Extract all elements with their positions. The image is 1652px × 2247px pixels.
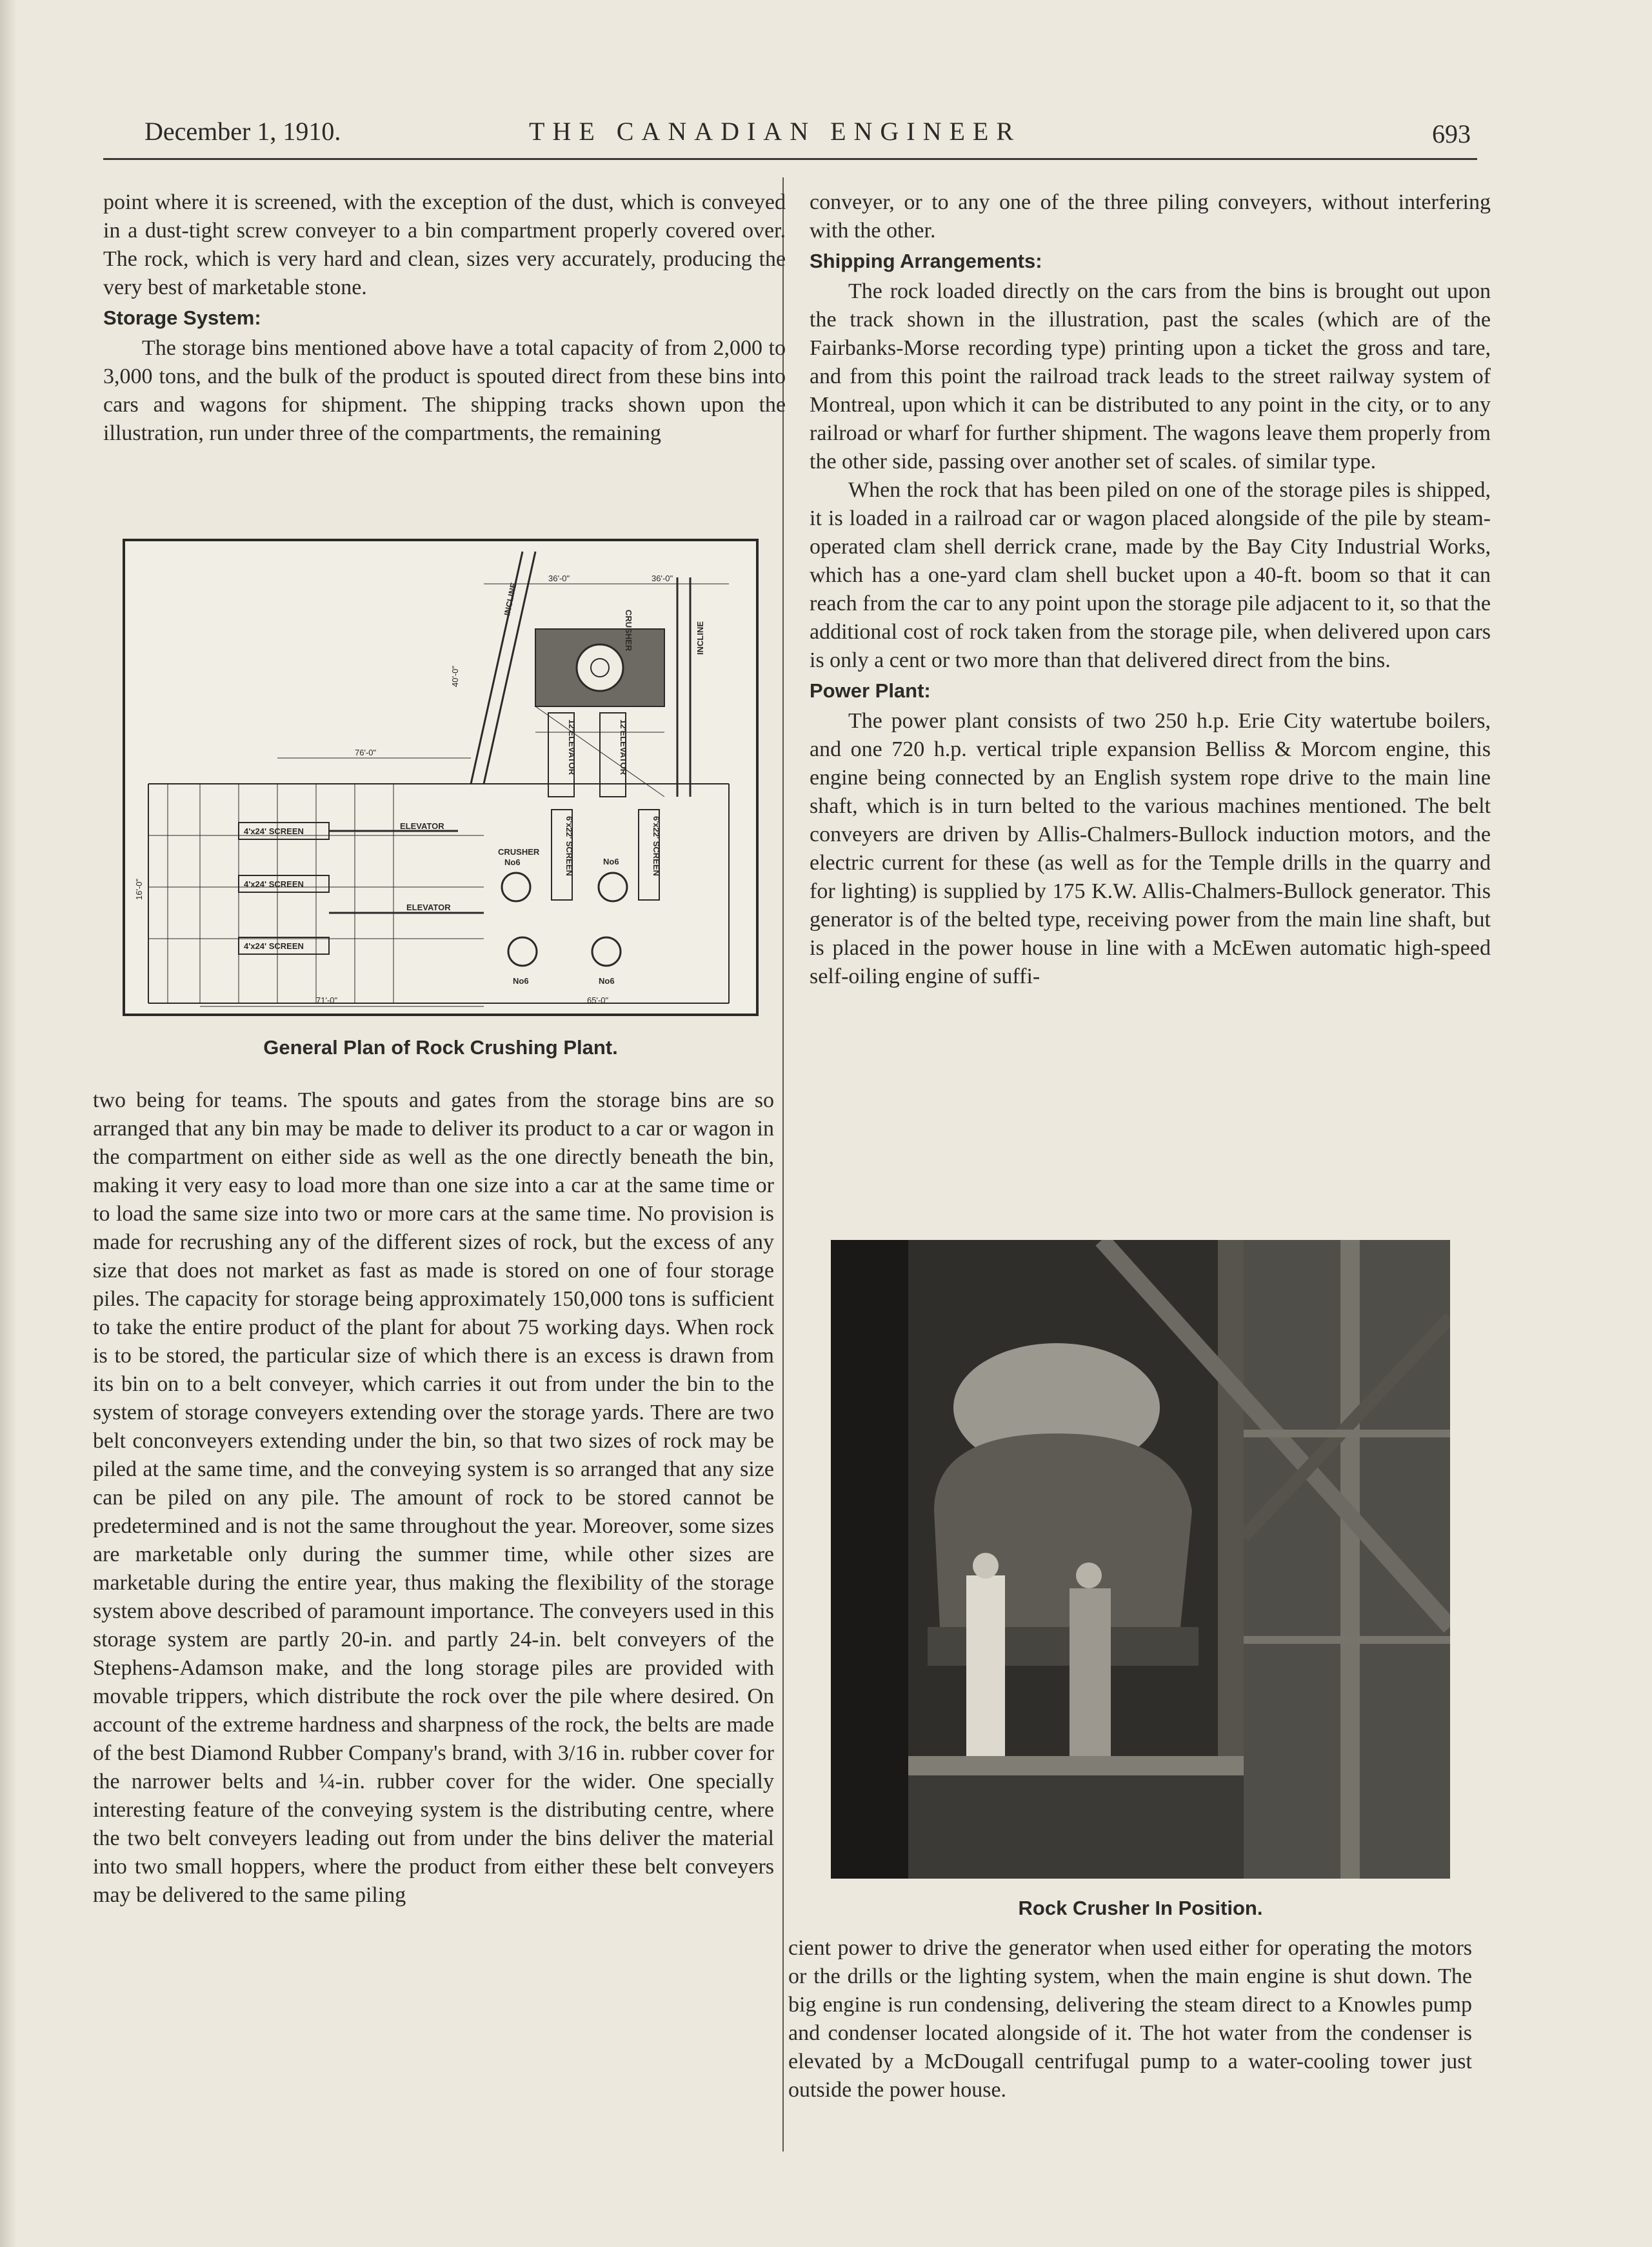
left-column-top <box>103 188 786 448</box>
crusher-no6-circle <box>502 873 530 901</box>
label-elevator-3: 12'ELEVATOR <box>567 719 577 775</box>
page-number: 693 <box>1432 119 1471 148</box>
plan-drawing-svg <box>123 539 759 1016</box>
label-no6-c: No6 <box>599 976 615 986</box>
paragraph: two being for teams. The spouts and gates from the storage bins are so arranged that any bin may be made to deliver its product to a car or wagon in the compartment on either side as well as the one directly beneath the bin, making it very easy to load more than one size into a car at the same time or to load the same size into two or more cars at the same time. No provision is made for recrushing any of the different sizes of rock, but the excess of any size that does not market as fast as made is stored on one of four storage piles. The capacity for storage being approximately 150,000 tons is sufficient to take the entire product of the plant for about 75 working days. When rock is to be stored, the particular size of which there is an excess is drawn from its bin on to a belt conveyer, which carries it out from under the bin to the system of storage conveyers extending over the storage yards. There are two belt conconveyers extending under the bin, so that two sizes of rock may be piled at the same time, and the conveying system is so arranged that any size can be piled on any pile. The amount of rock to be stored cannot be predetermined and is not the same throughout the year. Moreover, some sizes are marketable only during the summer time, while other sizes are marketable during the entire year, thus making the flexibility of the storage system above described of paramount importance. The conveyers used in this storage system are partly 20-in. and partly 24-in. belt conveyers of the Stephens-Adamson make, and the long storage piles are provided with movable trippers, which distribute the rock over the pile where desired. On account of the extreme hardness and sharpness of the rock, the belts are made of the best Diamond Rubber Company's brand, with 3/16 in. rubber cover for the narrower belts and ¼-in. rubber cover for the wider. One specially interesting feature of the conveying system is the distributing centre, where the two belt conveyers leading out from under the bins deliver the material into two small hoppers, where the product from either these belt conveyers may be delivered to the same piling <box>93 1088 774 1907</box>
label-incline-right: INCLINE <box>695 621 705 655</box>
section-heading-storage: Storage System: <box>103 306 261 329</box>
section-heading-shipping: Shipping Arrangements: <box>810 250 1042 272</box>
header-rule <box>103 158 1477 160</box>
label-elevator-1: ELEVATOR <box>400 821 444 831</box>
crusher-no6-circle <box>592 937 621 966</box>
page-header <box>103 116 1471 155</box>
journal-title: THE CANADIAN ENGINEER <box>529 117 1022 146</box>
label-dim-7: 16'-0" <box>134 878 144 900</box>
crusher-no6-circle <box>599 873 627 901</box>
label-screen-2: 4'x24' SCREEN <box>244 879 304 889</box>
label-no6-b: No6 <box>513 976 529 986</box>
label-dim-3: 76'-0" <box>355 748 377 757</box>
label-crusher-no: No6 <box>504 857 521 867</box>
label-dim-4: 71'-0" <box>316 995 338 1005</box>
paragraph: When the rock that has been piled on one of the storage piles is shipped, it is loaded in a railroad car or wagon placed alongside of the pile by steam-operated clam shell derrick crane, made by the Bay City Industrial Works, which has a one-yard clam shell bucket upon a 40-ft. boom so that it can reach from the car to any point upon the storage pile adjacent to it, so that the additional cost of rock taken from the storage pile, when delivered upon cars is only a cent or two more than that delivered direct from the bins. <box>810 478 1491 672</box>
paragraph: The storage bins mentioned above have a total capacity of from 2,000 to 3,000 tons, and the bulk of the product is spouted direct from these bins into cars and wagons for shipment. The shipping tracks shown upon the illustration, run under three of the compartments, the remaining <box>103 336 786 445</box>
crusher-no6-circle <box>508 937 537 966</box>
figure-caption: Rock Crusher In Position. <box>1018 1897 1263 1919</box>
label-screen-1: 4'x24' SCREEN <box>244 826 304 836</box>
photo-svg <box>831 1240 1450 1879</box>
figure-caption: General Plan of Rock Crushing Plant. <box>263 1036 618 1059</box>
label-crusher-top: CRUSHER <box>624 610 633 652</box>
label-crusher-mid: CRUSHER <box>498 847 540 857</box>
paragraph: The power plant consists of two 250 h.p. Erie City watertube boilers, and one 720 h.p. vertical triple expansion Belliss & Morcom engine, this engine being connected by an English system rope drive to the main line shaft, which is in turn belted to the various machines mentioned. The belt conveyers are driven by Allis-Chalmers-Bullock induction motors, and the electric current for these (as well as for the Temple drills in the quarry and for lighting) is supplied by 175 K.W. Allis-Chalmers-Bullock generator. This generator is of the belted type, receiving power from the main line shaft, but is placed in the power house in line with a McEwen automatic high-speed self-oiling engine of suffi- <box>810 709 1491 988</box>
figure-plan-drawing <box>123 539 759 1016</box>
figure-border <box>124 540 757 1015</box>
right-column-bottom <box>788 1934 1472 2104</box>
paragraph: point where it is screened, with the exception of the dust, which is conveyed in a dust-tight screw conveyer to a bin compartment properly covered over. The rock, which is very hard and clean, sizes very accurately, producing the very best of marketable stone. <box>103 190 786 299</box>
paragraph: cient power to drive the generator when used either for operating the motors or the drills or the lighting system, when the main engine is shut down. The big engine is run condensing, delivering the steam direct to a Knowles pump and condenser located alongside of it. The hot water from the condenser is elevated by a McDougall centrifugal pump to a water-cooling tower just outside the power house. <box>788 1936 1472 2102</box>
label-screen-3: 4'x24' SCREEN <box>244 941 304 951</box>
label-dim-2: 36'-0" <box>652 574 673 583</box>
section-heading-power: Power Plant: <box>810 679 931 702</box>
left-column-bottom <box>93 1086 774 1910</box>
label-screen-4: 6'x22' SCREEN <box>564 816 574 876</box>
page-edge <box>0 0 17 2247</box>
label-screen-5: 6'x22' SCREEN <box>652 816 661 876</box>
label-dim-5: 65'-0" <box>587 995 609 1005</box>
label-incline-left: INCLINE <box>502 581 519 617</box>
column-divider <box>782 177 784 2152</box>
label-dim-6: 40'-0" <box>450 665 460 687</box>
photo-rock-crusher <box>831 1240 1450 1879</box>
paragraph: The rock loaded directly on the cars from the bins is brought out upon the track shown in the illustration, past the scales (which are of the Fairbanks-Morse recording type) printing upon a ticket the gross and tare, and from this point the railroad track leads to the street railway system of Montreal, upon which it can be distributed to any point in the city, or to any railroad or wharf for further shipment. The wagons leave them properly from the other side, passing over another set of scales. of similar type. <box>810 279 1491 474</box>
header-date: December 1, 1910. <box>144 117 341 146</box>
right-column-top <box>810 188 1491 991</box>
crusher-circle <box>577 644 623 691</box>
label-elevator-2: ELEVATOR <box>406 903 451 912</box>
label-dim-1: 36'-0" <box>548 574 570 583</box>
label-no6-a: No6 <box>603 857 619 866</box>
paragraph: conveyer, or to any one of the three piling conveyers, without interfering with the other. <box>810 190 1491 243</box>
label-elevator-4: 12'ELEVATOR <box>619 719 628 775</box>
